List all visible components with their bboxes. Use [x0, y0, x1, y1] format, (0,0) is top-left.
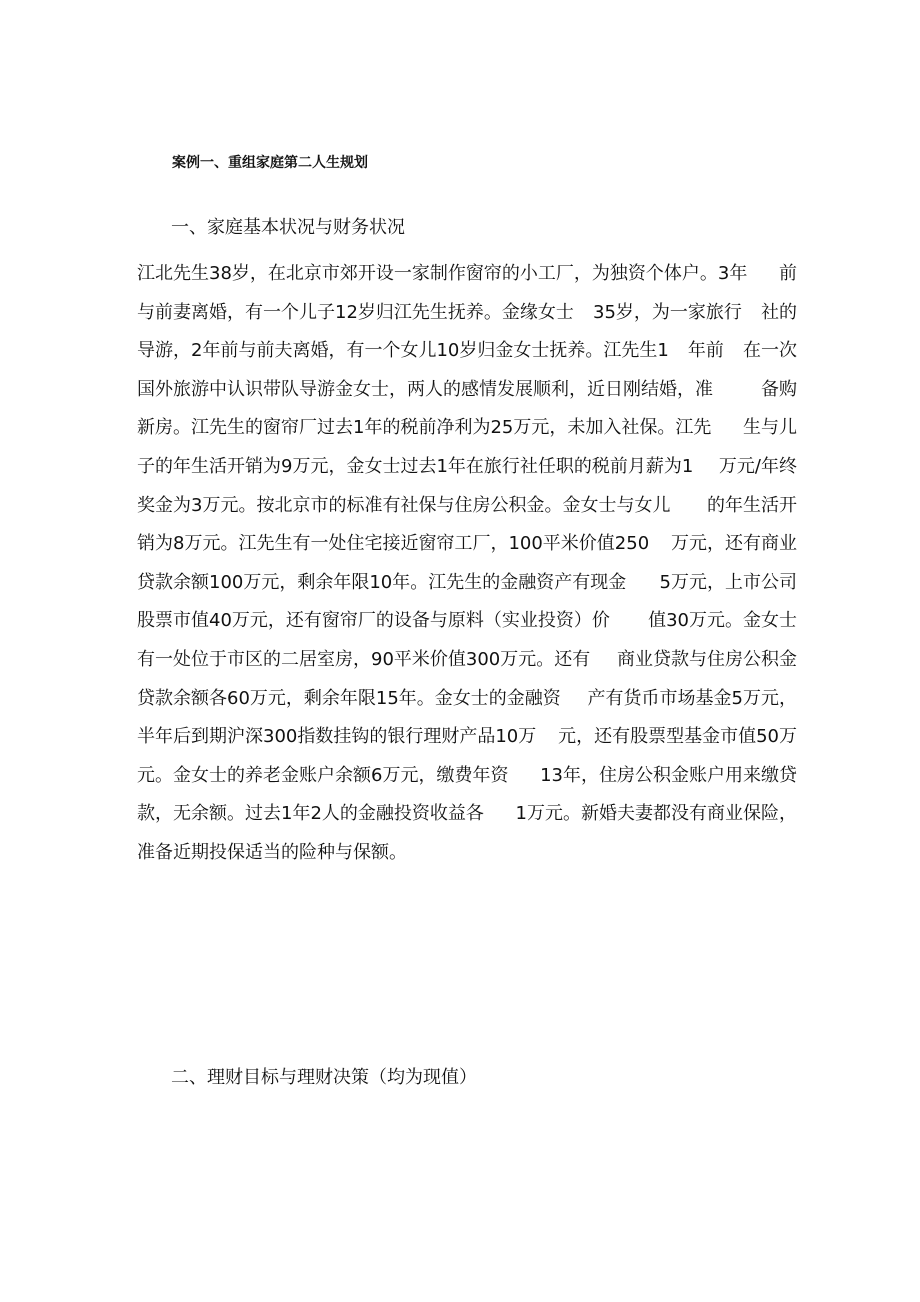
paragraph-line [137, 409, 797, 448]
paragraph-line-segment: 奖金为3万元。按北京市的标准有社保与住房公积金。金女士与女儿 [137, 494, 671, 516]
paragraph-line-segment: 子的年生活开销为9万元，金女士过去1年在旅行社任职的税前月薪为1 [137, 455, 694, 477]
paragraph-line [137, 255, 797, 294]
paragraph-line-segment: 与前妻离婚，有一个儿子12岁归江先生抚养。金缘女士 [137, 301, 574, 323]
paragraph-line [137, 757, 797, 796]
paragraph-line [137, 680, 797, 719]
paragraph-line-segment: 贷款余额各60万元，剩余年限15年。金女士的金融资 [137, 687, 561, 709]
paragraph-line [137, 525, 797, 564]
paragraph-line-segment: 半年后到期沪深300指数挂钩的银行理财产品10万 [137, 726, 537, 748]
paragraph-line-segment: 准备近期投保适当的险种与保额。 [137, 841, 407, 863]
paragraph-line [137, 371, 797, 410]
paragraph-line [137, 332, 797, 371]
paragraph-line [137, 448, 797, 487]
paragraph-line [137, 718, 797, 757]
paragraph-line [137, 564, 797, 603]
paragraph-line-segment: 备购 [761, 378, 797, 400]
paragraph-line-segment: 江北先生38岁，在北京市郊开设一家制作窗帘的小工厂，为独资个体户。3年 [137, 263, 748, 284]
paragraph-line-segment: 商业贷款与住房公积金 [617, 648, 797, 670]
paragraph-line-segment: 元，还有股票型基金市值50万 [558, 726, 797, 748]
paragraph-line [137, 795, 797, 834]
paragraph-line-segment: 销为8万元。江先生有一处住宅接近窗帘工厂，100平米价值250 [137, 533, 650, 555]
section-heading-family-status: 一、家庭基本状况与财务状况 [171, 217, 405, 238]
paragraph-line-segment: 股票市值40万元，还有窗帘厂的设备与原料（实业投资）价 [137, 610, 610, 632]
paragraph-line-segment: 产有货币市场基金5万元， [587, 687, 797, 709]
paragraph-line-segment: 在一次 [743, 340, 797, 362]
paragraph-line-segment: 社的 [761, 301, 797, 323]
paragraph-line-segment: 万元，还有商业 [671, 533, 797, 555]
paragraph-line-segment: 35岁，为一家旅行 [593, 301, 742, 323]
paragraph-line-segment: 款，无余额。过去1年2人的金融投资收益各 [137, 803, 484, 825]
paragraph-line-segment: 导游，2年前与前夫离婚，有一个女儿10岁归金女士抚养。江先生1 [137, 340, 669, 362]
paragraph-line [137, 602, 797, 641]
paragraph-line-segment: 年前 [687, 340, 724, 362]
paragraph-line-segment: 国外旅游中认识带队导游金女士，两人的感情发展顺利，近日刚结婚，准 [137, 378, 713, 400]
paragraph-line-segment: 贷款余额100万元，剩余年限10年。江先生的金融资产有现金 [137, 571, 627, 593]
paragraph-line-segment: 前 [779, 263, 797, 284]
paragraph-line-segment: 5万元，上市公司 [659, 571, 797, 593]
case-title: 案例一、重组家庭第二人生规划 [172, 155, 368, 171]
paragraph-line-segment: 生与儿 [743, 417, 797, 439]
paragraph-line-segment: 新房。江先生的窗帘厂过去1年的税前净利为25万元，未加入社保。江先 [137, 417, 712, 439]
paragraph-line-segment: 有一处位于市区的二居室房，90平米价值300万元。还有 [137, 648, 591, 670]
paragraph-line [137, 834, 797, 873]
paragraph-line-segment: 元。金女士的养老金账户余额6万元，缴费年资 [137, 764, 509, 786]
body-paragraph [137, 255, 797, 873]
paragraph-line-segment: 13年，住房公积金账户用来缴贷 [540, 764, 797, 786]
paragraph-line [137, 487, 797, 526]
paragraph-line-segment: 万元/年终 [718, 455, 797, 477]
paragraph-line-segment: 的年生活开 [707, 494, 797, 516]
paragraph-line-segment: 值30万元。金女士 [648, 610, 797, 632]
section-heading-financial-goals: 二、理财目标与理财决策（均为现值） [171, 1067, 477, 1088]
paragraph-line [137, 641, 797, 680]
paragraph-line [137, 294, 797, 333]
paragraph-line-segment: 1万元。新婚夫妻都没有商业保险， [515, 803, 797, 825]
